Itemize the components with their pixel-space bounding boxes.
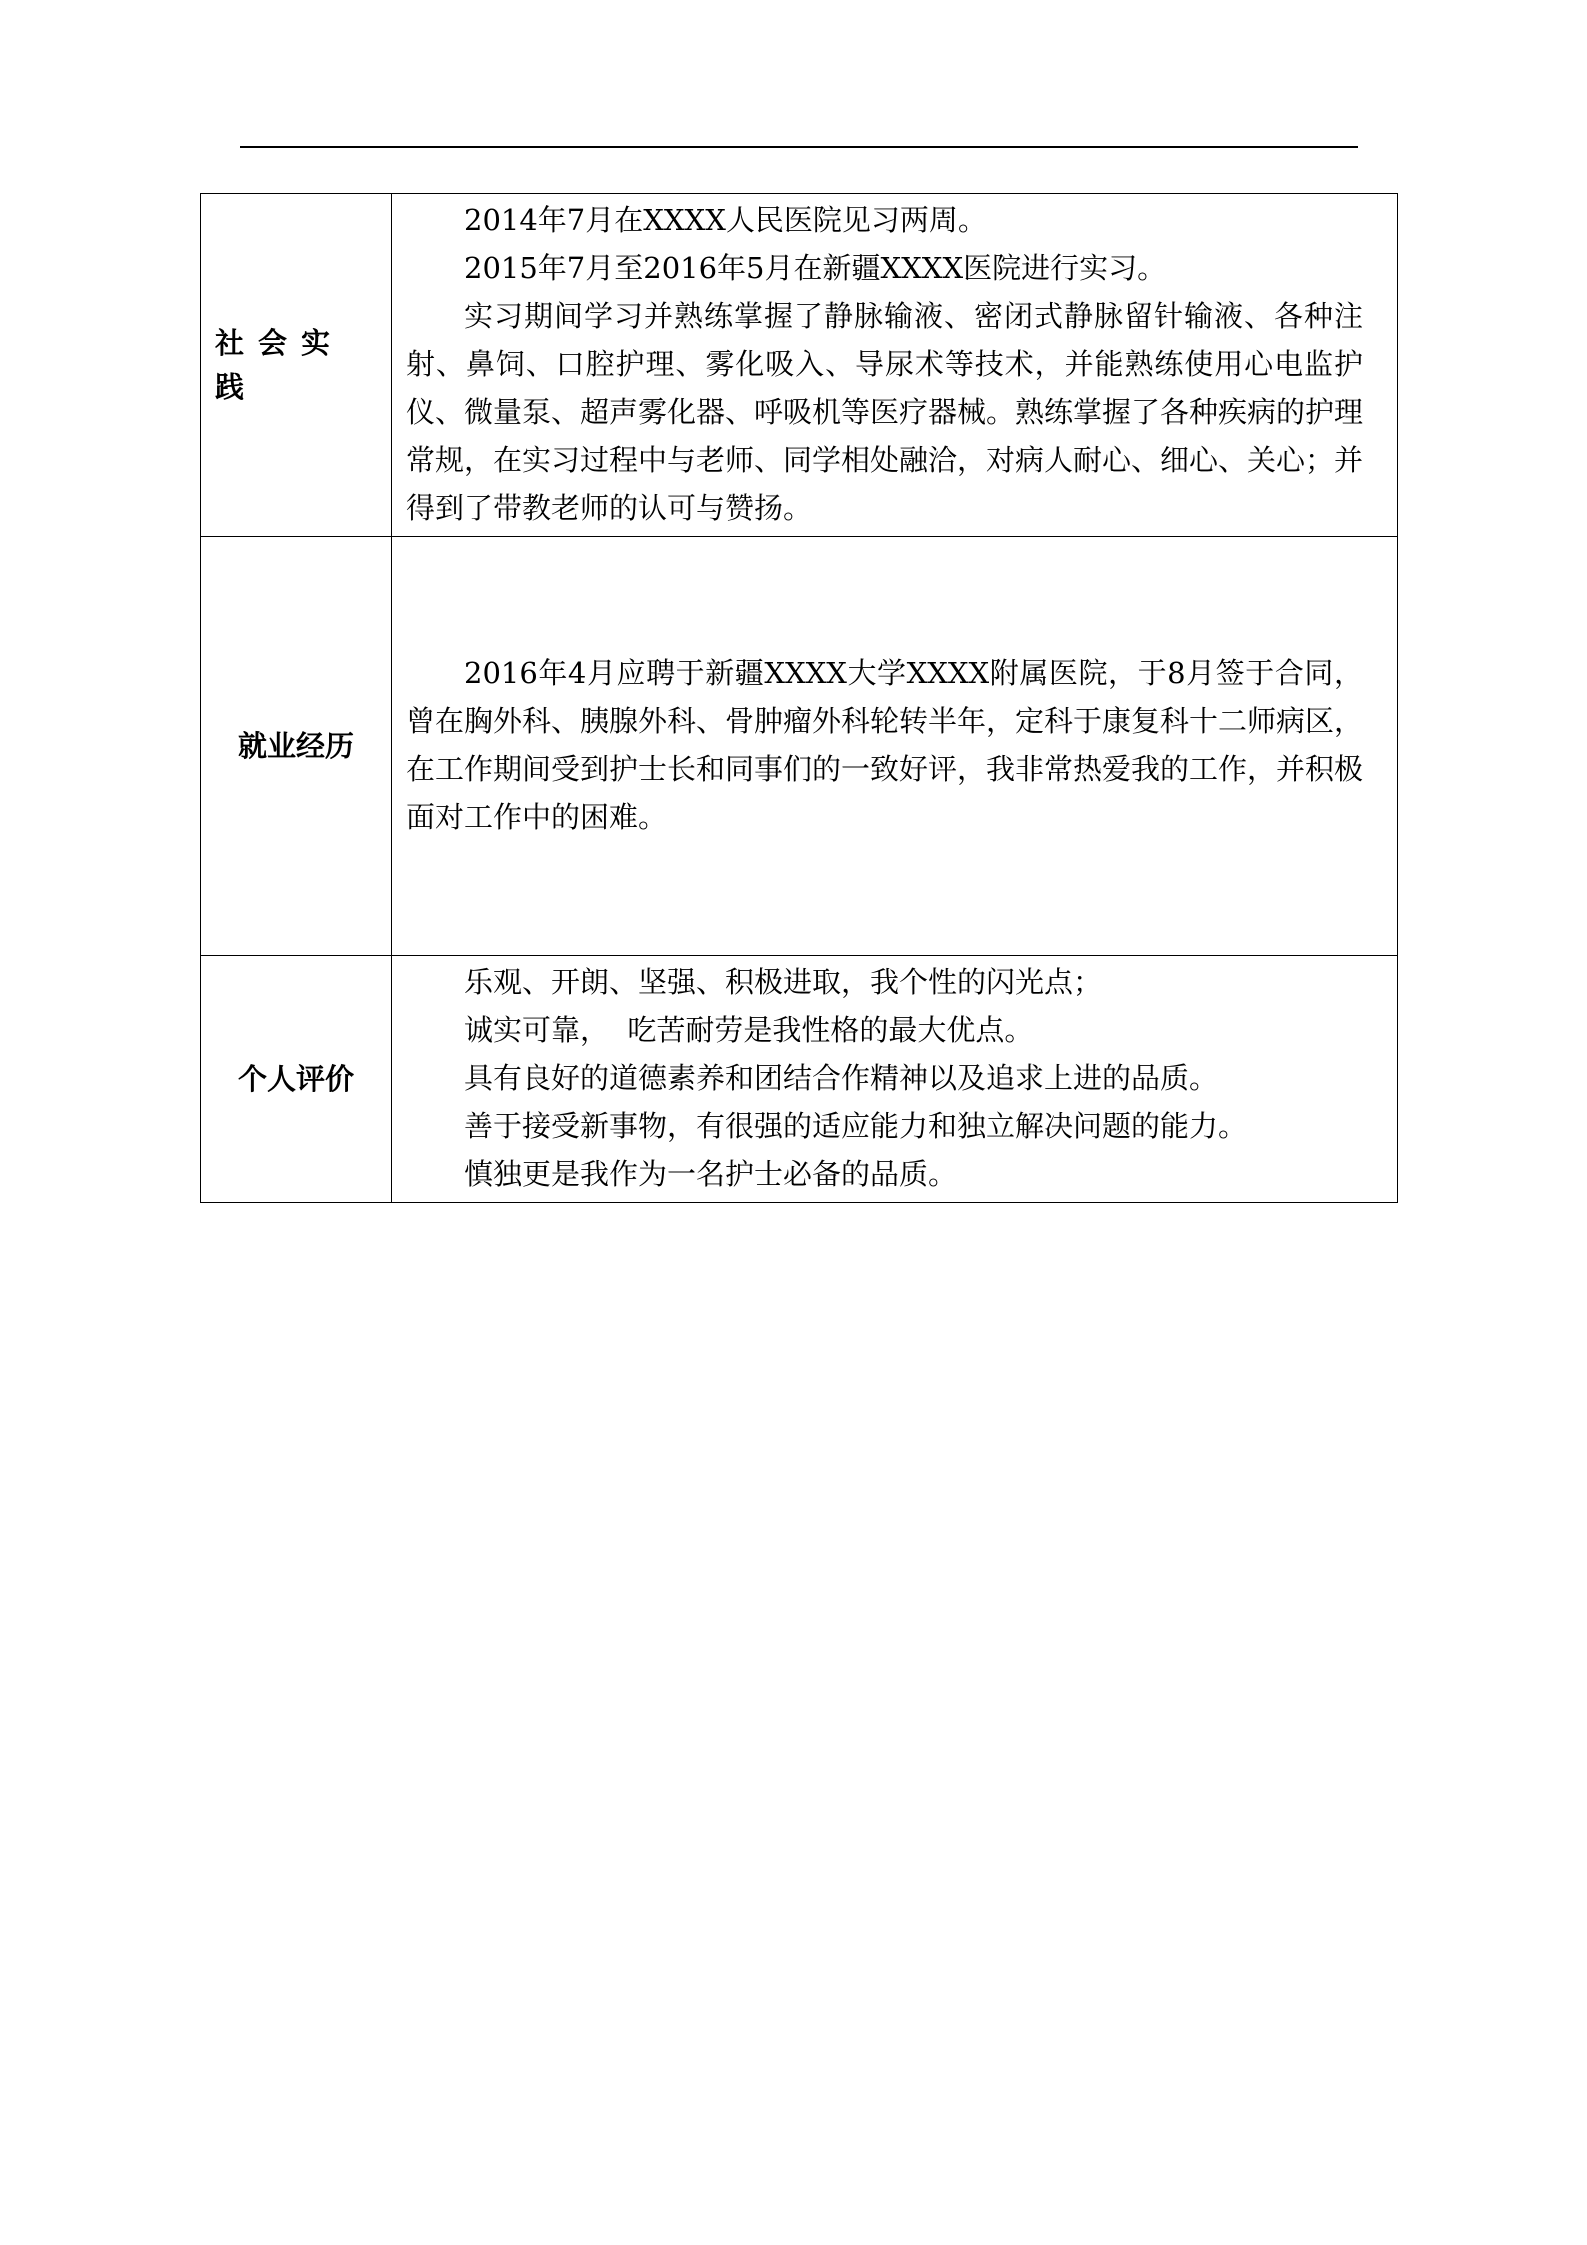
table-row-employment: [201, 537, 1398, 956]
employment-paragraph-1: 2016年4月应聘于新疆XXXX大学XXXX附属医院，于8月签于合同，曾在胸外科、胰腺外科、骨肿瘤外科轮转半年，定科于康复科十二师病区，在工作期间受到护士长和同事们的一致好评，我非常热爱我的工作，并积极面对工作中的困难。: [406, 656, 1364, 834]
evaluation-line-1: 乐观、开朗、坚强、积极进取，我个性的闪光点；: [464, 965, 1103, 999]
section-content-practice: [392, 194, 1398, 537]
practice-paragraph-1: 2014年7月在XXXX人民医院见习两周。: [464, 203, 987, 237]
table-row-practice: [201, 194, 1398, 537]
evaluation-line-2: 诚实可靠， 吃苦耐劳是我性格的最大优点。: [464, 1013, 1034, 1047]
evaluation-line-4: 善于接受新事物，有很强的适应能力和独立解决问题的能力。: [464, 1109, 1248, 1143]
resume-table: [200, 193, 1398, 1203]
evaluation-line-5: 慎独更是我作为一名护士必备的品质。: [464, 1157, 958, 1191]
table-row-evaluation: [201, 956, 1398, 1203]
section-label-employment: 就业经历: [201, 537, 392, 956]
section-content-evaluation: [392, 956, 1398, 1203]
section-content-employment: [392, 537, 1398, 956]
practice-paragraph-2: 2015年7月至2016年5月在新疆XXXX医院进行实习。: [464, 251, 1167, 285]
section-label-evaluation: 个人评价: [201, 956, 392, 1203]
section-label-practice: 社会实践: [201, 194, 392, 537]
practice-paragraph-3: 实习期间学习并熟练掌握了静脉输液、密闭式静脉留针输液、各种注射、鼻饲、口腔护理、雾化吸入、导尿术等技术，并能熟练使用心电监护仪、微量泵、超声雾化器、呼吸机等医疗器械。熟练掌握了各种疾病的护理常规，在实习过程中与老师、同学相处融洽，对病人耐心、细心、关心；并得到了带教老师的认可与赞扬。: [406, 299, 1364, 525]
evaluation-line-3: 具有良好的道德素养和团结合作精神以及追求上进的品质。: [464, 1061, 1219, 1095]
header-rule: [240, 146, 1358, 148]
